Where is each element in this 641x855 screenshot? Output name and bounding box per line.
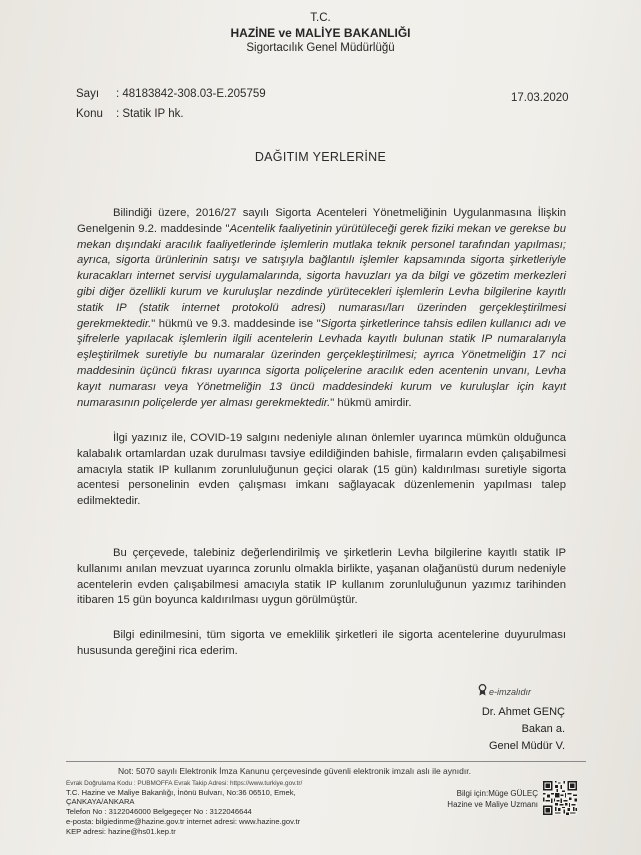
paragraph-4 [77, 628, 566, 660]
p1-quote-2: Sigorta şirketlerince tahsis edilen kullanıcı adı ve şifrelerle yapılacak işlemlerin ilgili acentelerin Levhada kayıtlı bulunan statik IP numaralarıyla eşleştirilmek suretiyle bu numaralar üzerinden gerçekleştirilmesi; ayrıca Yönetmeliğin 17 nci maddesinin üçüncü fıkrası uyarınca sigorta poliçelerine aracılık eden acentenin unvanı, Levha kayıt numarası veya Yönetmeliğin 13 üncü maddesindeki kurum ve kuruluşlar için kayıt numarasının poliçelerde yer alması gerekmektedir. [77, 317, 566, 409]
phone-line: Telefon No : 3122046000 Belgegeçer No : 3122046644 [66, 807, 252, 816]
email-line: e-posta: bilgiedinme@hazine.gov.tr internet adresi: www.hazine.gov.tr [66, 817, 301, 826]
signatory-role-1: Bakan a. [521, 723, 565, 735]
header-tc: T.C. [310, 12, 331, 24]
signatory-name: Dr. Ahmet GENÇ [481, 706, 565, 718]
p2-text: İlgi yazınız ile, COVID-19 salgını nedeniyle alınan önlemler uyarınca mümkün olduğunca kalabalık ortamlardan uzak durulması tavsiye edildiğinden bahisle, firmaların evden çalışabilmesi amacıyla statik IP kullanım zorunluluğunun geçici olarak (15 gün) kaldırılması suretiyle sigorta acentesi personelinin evden çalışması imkanı sağlayacak düzenlemenin yapılması talep edilmektedir. [77, 432, 566, 508]
address-line-2: ÇANKAYA/ANKARA [66, 797, 135, 806]
contact-person: Bilgi için:Müge GÜLEÇ [456, 789, 538, 798]
paragraph-3 [77, 546, 566, 609]
konu-value: : Statik IP hk. [116, 108, 184, 120]
konu-label: Konu [76, 108, 103, 120]
p1-text-a: Bilindiği üzere, 2016/27 sayılı Sigorta Acenteleri Yönetmeliğinin Uygulanmasına İlişkin Genelgenin 9.2. maddesinde " [77, 207, 566, 235]
e-signature-note: Not: 5070 sayılı Elektronik İmza Kanunu çerçevesinde güvenli elektronik imzalı aslı ile aynıdır. [118, 766, 471, 776]
p1-text-c: " hükmü ve 9.3. maddesinde ise " [151, 317, 321, 330]
address-line-1: T.C. Hazine ve Maliye Bakanlığı, İnönü Bulvarı, No:36 06510, Emek, [66, 788, 296, 797]
p1-text-e: " hükmü amirdir. [330, 396, 412, 409]
paragraph-1 [77, 206, 566, 411]
qr-code-icon [543, 781, 577, 815]
header-ministry: HAZİNE ve MALİYE BAKANLIĞI [230, 26, 411, 40]
header-department: Sigortacılık Genel Müdürlüğü [246, 42, 395, 54]
paragraph-2 [77, 431, 566, 510]
e-signature-seal-icon [478, 684, 487, 696]
sayi-value: : 48183842-308.03-E.205759 [116, 88, 266, 100]
p4-text: Bilgi edinilmesini, tüm sigorta ve emeklilik şirketleri ile sigorta acentelerine duyurulması hususunda gereğini rica ederim. [77, 629, 566, 657]
contact-title: Hazine ve Maliye Uzmanı [447, 800, 538, 809]
signatory-role-2: Genel Müdür V. [488, 740, 565, 752]
distribution-title: DAĞITIM YERLERİNE [254, 150, 387, 164]
sayi-label: Sayı [76, 88, 100, 100]
footer-divider [66, 761, 586, 762]
p1-quote-1: Acentelik faaliyetinin yürütüleceği gerek fiziki mekan ve gerekse bu mekan dışındaki aracılık faaliyetlerinde işlemlerin mutlaka teknik personel tarafından yapılması; ayrıca, sigorta ürünlerinin satışı ve satışıyla bağlantılı işlemler kapsamında sigorta şirketleriyle kuracakları internet servisi uygulamalarında, sigorta havuzları ya da bilgi ve gözetim merkezleri gibi diğer özellikli kurum ve kuruluşlar nezdinde yürütecekleri işlemlerin Levha bilgilerine kayıtlı statik IP (statik internet protokolü adresi) numarası/ları üzerinden gerçekleştirilmesi gerekmektedir. [77, 222, 566, 330]
e-signed-label: e-imzalıdır [489, 687, 532, 697]
kep-line: KEP adresi: hazine@hs01.kep.tr [66, 827, 176, 836]
p3-text: Bu çerçevede, talebiniz değerlendirilmiş ve şirketlerin Levha bilgilerine kayıtlı statik IP kullanımı anılan mevzuat uyarınca zorunlu olmakla birlikte, yaşanan olağanüstü durum nedeniyle acentelerin evden çalışabilmesi amacıyla statik IP kullanım zorunluluğunun yazımız tarihinden itibaren 15 gün boyunca kaldırılması uygun görülmüştür. [77, 547, 566, 607]
verification-line: Evrak Doğrulama Kodu : PUBMOFFA Evrak Takip Adresi: https://www.turkiye.gov.tr/ [66, 780, 303, 787]
document-date: 17.03.2020 [511, 92, 569, 104]
